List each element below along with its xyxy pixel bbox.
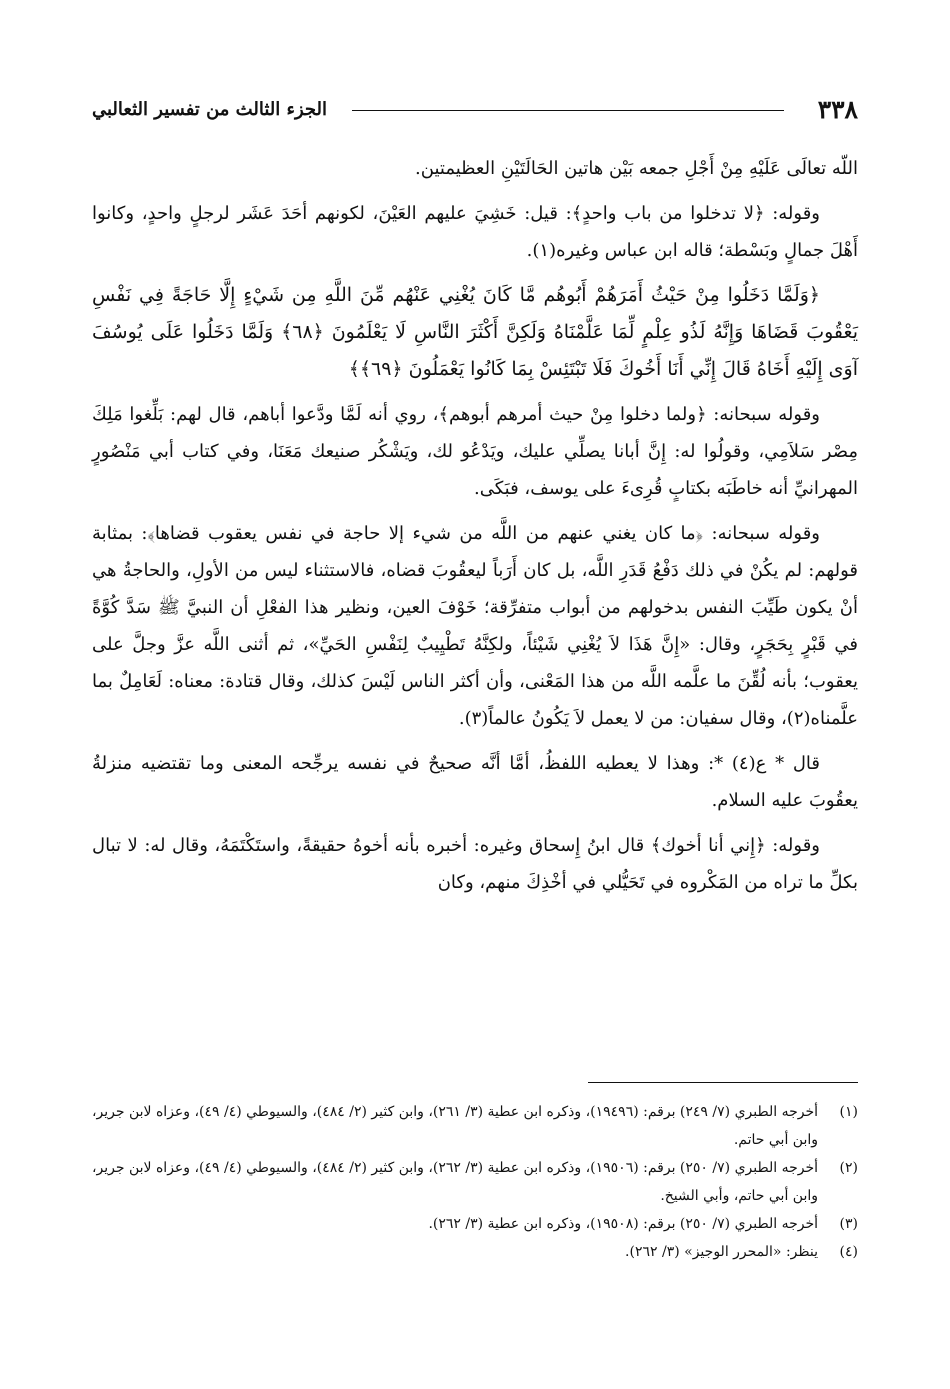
footnote-number: (٤) <box>839 1244 858 1260</box>
footnote-number: (١) <box>839 1104 858 1120</box>
footnote-number: (٢) <box>839 1160 858 1176</box>
page-header <box>92 92 858 128</box>
header-rule <box>352 110 784 111</box>
footnote <box>92 1238 858 1266</box>
footnote-text: أخرجه الطبري (٧/ ٢٥٠) برقم: (١٩٥٠٨)، وذكره ابن عطية (٣/ ٢٦٢). <box>428 1216 818 1232</box>
footnotes <box>92 1098 858 1266</box>
page-number: ٣٣٨ <box>817 95 858 124</box>
paragraph-2: وقوله: ﴿لا تدخلوا من باب واحدٍ﴾: قيل: خَشِيَ عليهم العَيْنَ، لكونهم أحَدَ عَشَر لرجلٍ واحدٍ، وكانوا أَهْلَ جمالٍ وبَسْطة؛ قاله ابن عباس وغيره(١). <box>92 203 858 261</box>
paragraph-4: وقوله سبحانه: ﴿ما كان يغني عنهم من اللَّه من شيء إلا حاجة في نفس يعقوب قضاها﴾: بمثابة قولهم: لم يكُنْ في ذلك دَفْعُ قَدَرِ اللَّه، بل كان أَرَباً ليعقُوبَ قضاه، فالاستثناء ليس من الأولِ، والحاجةُ هي أنْ يكون طَيِّبَ النفس بدخولهم من أبواب متفرِّقة؛ خَوْفَ العين، ونظير هذا الفعْلِ أن النبيَّ ﷺ سَدَّ كُوَّةً في قَبْرٍ بِحَجَرٍ، وقال: «إِنَّ هَذَا لاَ يُغْنِي شَيْئاً، ولكِنَّهُ تَطْيِيبٌ لِنَفْسِ الحَيِّ»، ثم أثنى اللَّه عزَّ وجلَّ على يعقوب؛ بأنه لُقِّنَ ما علَّمه اللَّه من هذا المَعْنى، وأن أكثر الناس لَيْسَ كذلك، وقال قتادة: معناه: لَعَامِلٌ بما علَّمناه(٢)، وقال سفيان: من لا يعمل لاَ يَكُونُ عالماً(٣). <box>92 523 858 729</box>
footnote-text: ينظر: «المحرر الوجيز» (٣/ ٢٦٢). <box>625 1244 818 1260</box>
quran-verse: ﴿وَلَمَّا دَخَلُوا مِنْ حَيْثُ أَمَرَهُمْ أَبُوهُم مَّا كَانَ يُغْنِي عَنْهُم مِّنَ اللَّهِ مِن شَيْءٍ إِلَّا حَاجَةً فِي نَفْسِ يَعْقُوبَ قَضَاهَا وَإِنَّهُ لَذُو عِلْمٍ لِّمَا عَلَّمْنَاهُ وَلَكِنَّ أَكْثَرَ النَّاسِ لَا يَعْلَمُونَ ﴿٦٨﴾ وَلَمَّا دَخَلُوا عَلَى يُوسُفَ آوَى إِلَيْهِ أَخَاهُ قَالَ إِنِّي أَنَا أَخُوكَ فَلَا تَبْتَئِسْ بِمَا كَانُوا يَعْمَلُونَ ﴿٦٩﴾﴾ <box>92 284 858 380</box>
footnote-rule <box>588 1082 858 1083</box>
footnote-text: أخرجه الطبري (٧/ ٢٤٩) برقم: (١٩٤٩٦)، وذكره ابن عطية (٣/ ٢٦١)، وابن كثير (٢/ ٤٨٤)، والسيوطي (٤/ ٤٩)، وعزاه لابن جرير، وابن أبي حاتم. <box>92 1104 818 1148</box>
footnote <box>92 1154 858 1210</box>
footnote-text: أخرجه الطبري (٧/ ٢٥٠) برقم: (١٩٥٠٦)، وذكره ابن عطية (٣/ ٢٦٢)، وابن كثير (٢/ ٤٨٤)، والسيوطي (٤/ ٤٩)، وعزاه لابن جرير، وابن أبي حاتم، وأبي الشيخ. <box>92 1160 818 1204</box>
main-text <box>92 150 858 909</box>
footnote <box>92 1098 858 1154</box>
paragraph-3: وقوله سبحانه: ﴿ولما دخلوا مِنْ حيث أمرهم أبوهم﴾، روي أنه لَمَّا ودَّعوا أباهم، قال لهم: بَلِّغوا مَلِكَ مِصْر سَلاَمِي، وقولُوا له: إِنَّ أبانا يصلِّي عليك، ويَدْعُو لك، ويَشْكُر صنيعك مَعَنَا، وفي كتاب أبي مَنْصُورٍ المهرانيِّ أنه خاطَبَه بكتابٍ قُرِىءَ على يوسف، فبَكَى. <box>92 404 858 499</box>
running-title: الجزء الثالث من تفسير الثعالبي <box>92 99 328 120</box>
paragraph-5: قال * ع(٤) *: وهذا لا يعطيه اللفظُ، أمَّا أنَّه صحيحٌ في نفسه يرجِّحه المعنى وما تقتضيه منزلةُ يعقُوبَ عليه السلام. <box>92 753 858 811</box>
paragraph-6: وقوله: ﴿إِني أنا أخوك﴾ قال ابنُ إِسحاق وغيره: أخبره بأنه أخوهُ حقيقةً، واستَكْتَمَهُ، وقال له: لا تبال بكلِّ ما تراه من المَكْروه في تَحَيُّلي في أخْذِكَ منهم، وكان <box>92 835 858 893</box>
footnote-number: (٣) <box>839 1216 858 1232</box>
paragraph-1: اللّه تعالَى عَلَيْهِ مِنْ أَجْلِ جمعه بَيْن هاتين الحَالَتَيْنِ العظيمتين. <box>415 158 858 179</box>
footnote <box>92 1210 858 1238</box>
